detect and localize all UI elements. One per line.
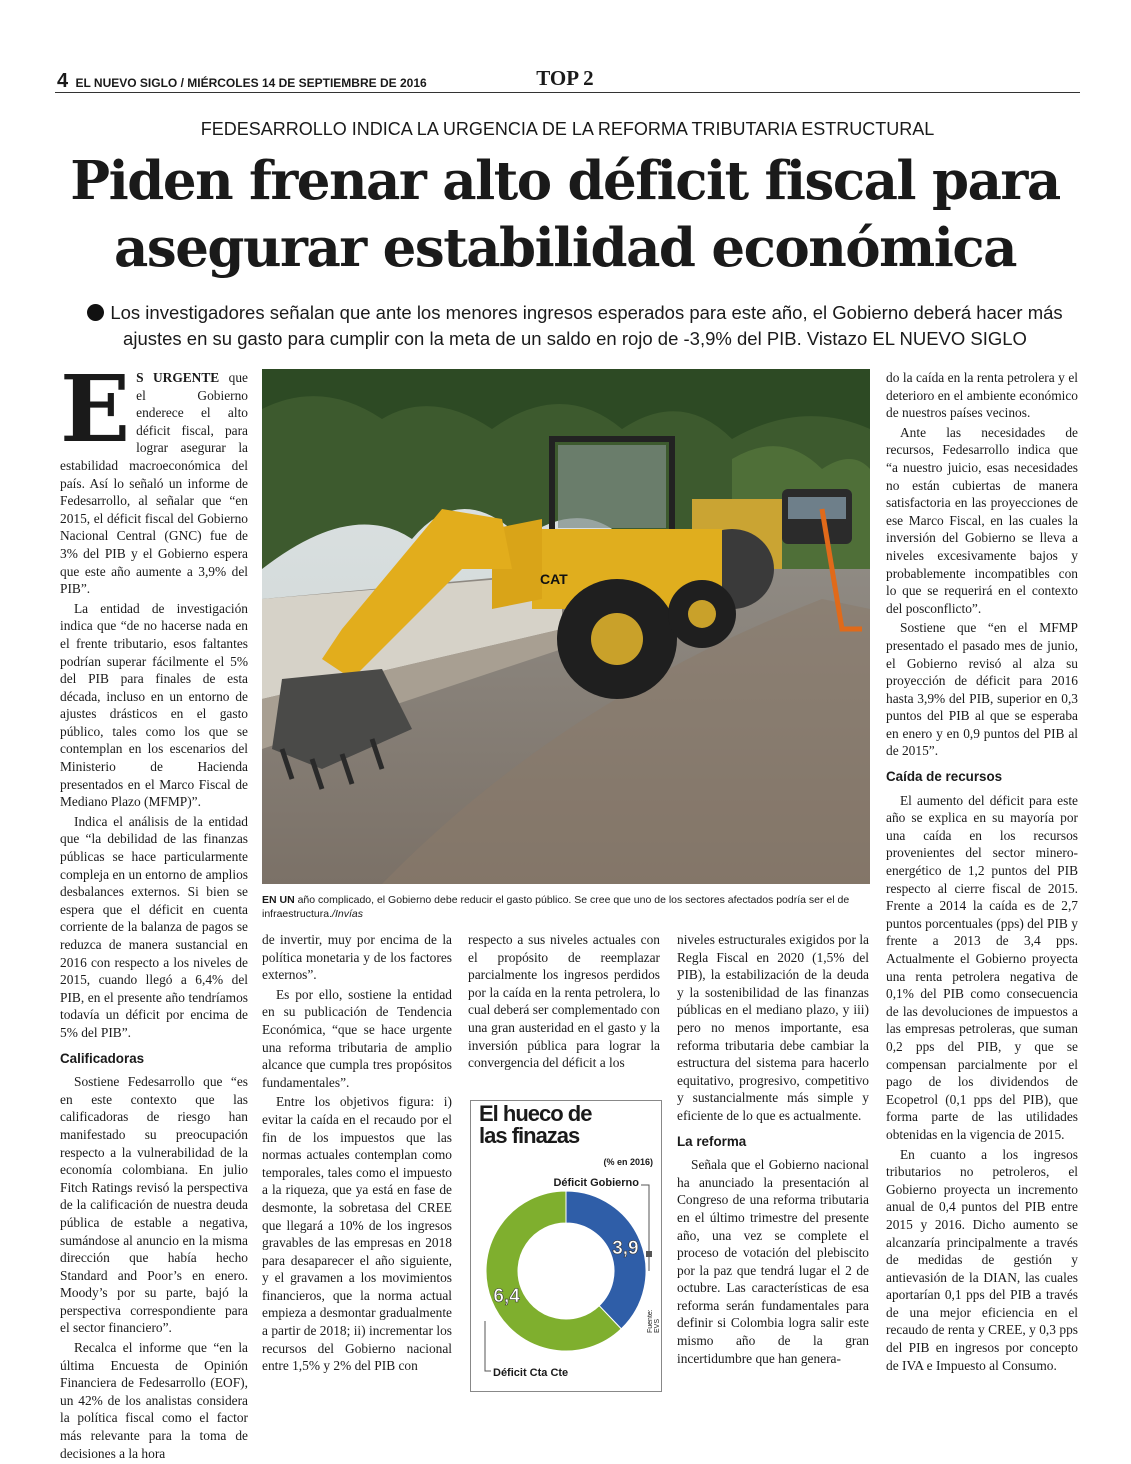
- deck-text: Los investigadores señalan que ante los menores ingresos esperados para este año, el Gobierno deberá hacer más ajustes en su gasto para cumplir con la meta de un saldo en rojo de -3,9% del PIB. Vistazo EL NUEVO SIGLO: [110, 302, 1063, 349]
- paragraph: Sostiene que “en el MFMP presentado el pasado mes de junio, el Gobierno revisó al alza su proyección de déficit para 2016 hasta 3,9% del PIB, superior en 0,3 puntos del PIB al que se esperaba en enero y en 0,9 puntos del PIB al de 2015”.: [886, 620, 1078, 759]
- headline-line-1: Piden frenar alto déficit fiscal para: [70, 150, 1060, 212]
- paragraph: En cuanto a los ingresos tributarios no petroleros, el Gobierno proyecta un incremento anual de 0,4 puntos del PIB entre 2015 y 2016. Dicho aumento se alcanzaría principalmente a través de medidas de gestión y antievasión de la DIAN, las cuales aportarían 0,1 pps del PIB a través de una mejor eficiencia en el recaudo de renta y CREE, y 0,3 pps del PIB en ingresos por concepto de IVA e Impuesto al Consumo.: [886, 1146, 1078, 1373]
- chart-subtitle: (% en 2016): [603, 1157, 653, 1167]
- chart-title-line-1: El hueco de: [479, 1101, 592, 1126]
- column-2: [262, 931, 452, 1377]
- caption-lead: EN UN: [262, 894, 295, 906]
- lead-bold: S URGENTE: [136, 370, 220, 385]
- caption-text: año complicado, el Gobierno debe reducir el gasto público. Se cree que uno de los sectores afectados podría ser el de infraestructura.: [262, 894, 850, 920]
- drop-cap: E: [60, 355, 131, 463]
- paragraph: Ante las necesidades de recursos, Fedesarrollo indica que “a nuestro juicio, esas necesidades no están cubiertas de manera satisfactoria en las proyecciones de ese Marco Fiscal, en las cuales la inversión del Gobierno se lleva a niveles excesivamente bajos y probablemente incompatibles con lo que se requerirá en el contexto del posconflicto”.: [886, 424, 1078, 616]
- headline-line-2: asegurar estabilidad económica: [114, 217, 1016, 279]
- paragraph: Recalca el informe que “en la última Encuesta de Opinión Financiera de Fedesarrollo (EOF), un 42% de los analistas considera la política fiscal como el factor más relevante para la toma de decisiones a la hora: [60, 1340, 248, 1461]
- infographic: [470, 1100, 662, 1392]
- subheading: Calificadoras: [60, 1050, 145, 1066]
- paragraph: Es por ello, sostiene la entidad en su publicación de Tendencia Económica, “que se hace urgente una reforma tributaria de amplio alcance que cumpla tres propósitos fundamentales”.: [262, 986, 452, 1090]
- paragraph: niveles estructurales exigidos por la Regla Fiscal en 2020 (1,5% del PIB), la estabilización de la deuda y la sostenibilidad de las finanzas públicas en el mediano plazo, y iii) pero no menos importante, esa reforma tributaria debe cambiar la estructura del sistema para hacerlo equitativo, progresivo, competitivo y sustancialmente más simple y eficiente de lo que es actualmente.: [677, 932, 869, 1123]
- column-4: [677, 931, 869, 1369]
- paragraph: Indica el análisis de la entidad que “la debilidad de las finanzas públicas se hace particularmente compleja en un entorno de amplios desbalances externos. Si bien se espera que el déficit en cuenta corriente de la balanza de pagos se reduzca de manera sustancial en 2016 con respecto a los niveles de 2015, cuando llegó a 6,4% del PIB, en el presente año tendríamos todavía un déficit por encima de 5% del PIB”.: [60, 813, 248, 1040]
- paragraph: respecto a sus niveles actuales con el propósito de reemplazar parcialmente los ingresos perdidos por la caída en la renta petrolera, lo cual deberá ser complementado con una gran austeridad en el gasto y la inversión pública para lograr la convergencia del déficit a los: [468, 932, 660, 1071]
- paragraph: Señala que el Gobierno nacional ha anunciado la presentación al Congreso de una reforma tributaria en el último trimestre del presente año, una vez se complete el proceso de votación del plebiscito por la paz que tendrá lugar el 2 de octubre. Las características de esa reforma serán fundamentales para definir si Colombia logra salir este mismo año de la gran incertidumbre que han genera-: [677, 1157, 869, 1366]
- chart-source: Fuente: EVS: [647, 1309, 661, 1333]
- lead-text: que el Gobierno enderece el alto déficit fiscal, para lograr asegurar la estabilidad macroeconómica del país. Así lo señaló un informe de Fedesarrollo, al señalar que “en 2015, el déficit fiscal del Gobierno Nacional Central (GNC) fue de 3% del PIB y el Gobierno espera que este año aumente a 3,9% del PIB”.: [60, 370, 248, 597]
- subheading: Caída de recursos: [886, 769, 1003, 785]
- paragraph: de invertir, muy por encima de la política monetaria y de los factores externos”.: [262, 932, 452, 983]
- chart-title-line-2: las finazas: [479, 1123, 580, 1148]
- deck: [80, 300, 1070, 352]
- paragraph: La entidad de investigación indica que “de no hacerse nada en el frente tributario, esos faltantes podrían superar fácilmente el 5% del PIB para finales de esta década, incluso en un entorno de ajustes drásticos en el gasto público, tales como los que se contemplan en los escenarios del Ministerio de Hacienda presentados en el Marco Fiscal de Mediano Plazo (MFMP)”.: [60, 600, 248, 810]
- slice-deficit-gobierno: [566, 1191, 646, 1329]
- paragraph: Entre los objetivos figura: i) evitar la caída en el recaudo por el fin de los impuestos que las normas actuales contemplan como temporales, tales como el impuesto a la riqueza, que ya está en fase de desmonte, la sobretasa del CREE que llegará a 10% de los ingresos gravables de las empresas en 2018 para desaparecer el año siguiente, y el gravamen a los movimientos financieros, que la norma actual empieza a desmontar gradualmente a partir de 2018; ii) incrementar los recursos del Gobierno nacional entre 1,5% y 2% del PIB con: [262, 1094, 452, 1374]
- column-1: [60, 355, 248, 1464]
- lead-paragraph: [60, 355, 248, 598]
- bullet-icon: [87, 304, 104, 321]
- legend-label-cta-cte: Déficit Cta Cte: [493, 1367, 569, 1379]
- legend-label-gobierno: Déficit Gobierno: [553, 1177, 639, 1189]
- column-3: [468, 931, 660, 1074]
- page-header: [57, 70, 427, 93]
- publication-date: EL NUEVO SIGLO / MIÉRCOLES 14 DE SEPTIEMBRE DE 2016: [75, 76, 427, 90]
- paragraph: Sostiene Fedesarrollo que “es en este contexto que las calificadoras de riesgo han manifestado su preocupación respecto a la vulnerabilidad de la economía colombiana. En julio Fitch Ratings revisó la perspectiva de la calificación de nuestra deuda pública de estable a negativa, sumándose al anuncio en la misma dirección que había hecho Standard and Poor’s en enero. Moody’s por su parte, bajó la perspectiva correspondiente para el sector financiero”.: [60, 1074, 248, 1336]
- header-divider: [55, 92, 1080, 93]
- photo-caption: [262, 893, 872, 921]
- paragraph: El aumento del déficit para este año se explica en su mayoría por una caída en los recursos provenientes del sector minero-energético de 1,2 puntos del PIB respecto al cierre fiscal de 2015. Frente a 2014 la caída es de 2,7 puntos porcentuales (pps) del PIB y frente a 2013 de 3,4 pps. Actualmente el Gobierno proyecta una renta petrolera negativa de 0,1% del PIB como consecuencia de las devoluciones de impuestos a las empresas petroleras, que suman 0,2 pps del PIB, y que se compensan parcialmente por el pago de los dividendos de Ecopetrol (0,1 pps del PIB), que forma parte de las utilidades obtenidas en la vigencia de 2015.: [886, 792, 1078, 1142]
- kicker: FEDESARROLLO INDICA LA URGENCIA DE LA REFORMA TRIBUTARIA ESTRUCTURAL: [200, 119, 935, 139]
- headline: [40, 148, 1090, 282]
- backhoe-photo-illustration: [262, 369, 870, 884]
- page-number: 4: [57, 70, 69, 92]
- value-label-cta-cte: 6,4: [493, 1285, 520, 1307]
- leader-marker: [646, 1251, 652, 1257]
- column-5: [886, 369, 1078, 1376]
- section-label: TOP 2: [536, 66, 594, 90]
- paragraph: do la caída en la renta petrolera y el deterioro en el ambiente económico de nuestros países vecinos.: [886, 370, 1078, 421]
- subheading: La reforma: [677, 1133, 747, 1149]
- value-label-gobierno: 3,9: [612, 1238, 639, 1260]
- leader-line-cta-cte: [485, 1321, 491, 1371]
- construction-photo: [262, 369, 870, 884]
- photo-credit: /Invías: [332, 908, 363, 920]
- svg-text:CAT: CAT: [540, 571, 568, 587]
- donut-chart: [471, 1101, 661, 1391]
